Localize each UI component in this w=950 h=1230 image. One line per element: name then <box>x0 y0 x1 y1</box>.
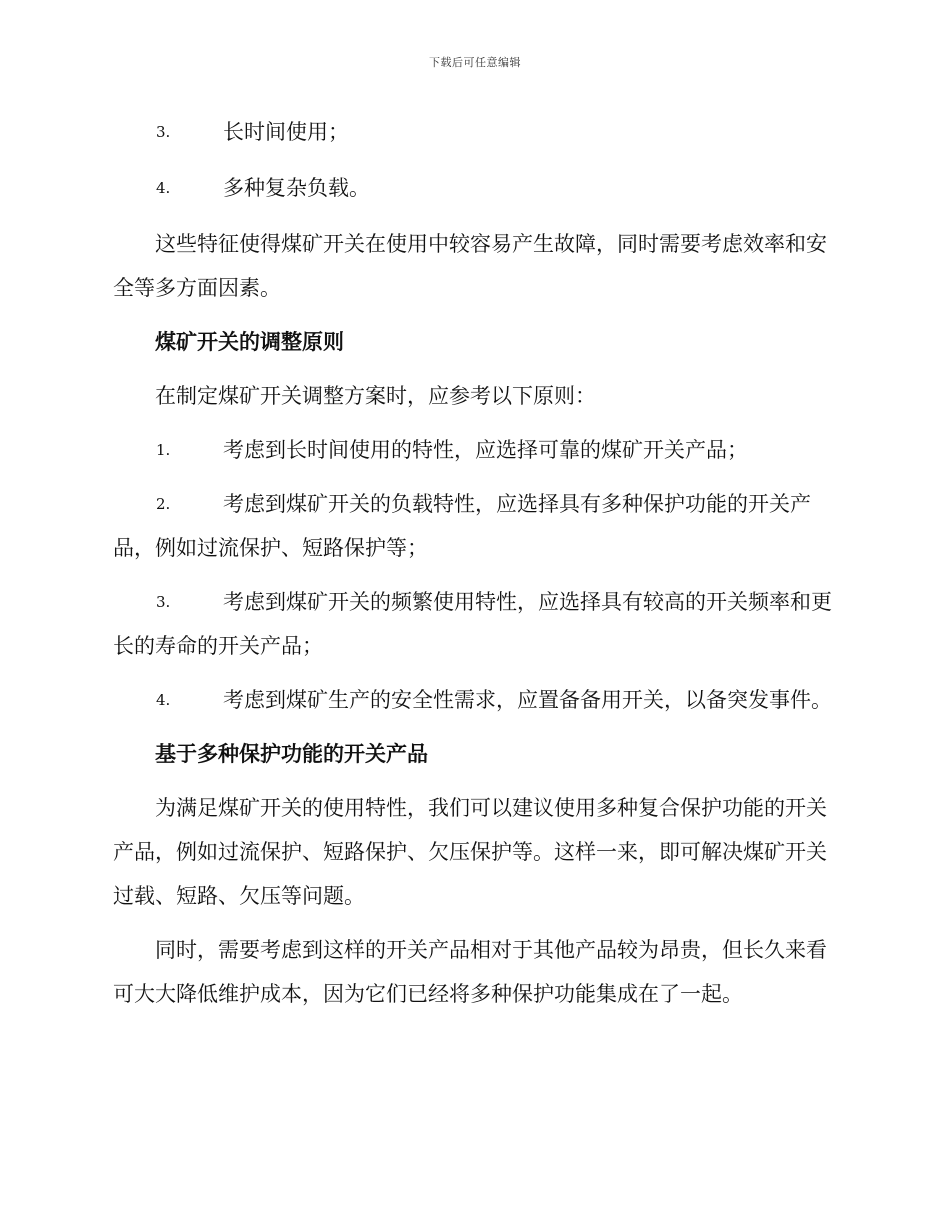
list-number: 3. <box>156 593 171 611</box>
list-number: 2. <box>156 495 171 513</box>
list-item <box>113 428 835 472</box>
section-heading: 煤矿开关的调整原则 <box>155 329 344 354</box>
list-item <box>113 110 835 154</box>
list-item <box>113 166 835 210</box>
list-item <box>113 482 835 570</box>
list-item-text: 考虑到煤矿开关的频繁使用特性，应选择具有较高的开关频率和更长的寿命的开关产品； <box>113 590 832 658</box>
paragraph: 同时，需要考虑到这样的开关产品相对于其他产品较为昂贵，但长久来看可大大降低维护成本，因为它们已经将多种保护功能集成在了一起。 <box>113 938 827 1006</box>
list-number: 4. <box>156 691 171 709</box>
paragraph: 这些特征使得煤矿开关在使用中较容易产生故障，同时需要考虑效率和安全等多方面因素。 <box>113 232 827 300</box>
list-item <box>113 580 835 668</box>
list-item <box>113 678 835 722</box>
list-item-text: 长时间使用； <box>223 120 349 144</box>
list-item-text: 考虑到煤矿生产的安全性需求，应置备备用开关，以备突发事件。 <box>223 688 832 712</box>
list-item-text: 多种复杂负载。 <box>223 176 370 200</box>
list-number: 4. <box>156 179 171 197</box>
page-header: 下载后可任意编辑 <box>429 56 521 69</box>
list-item-text: 考虑到长时间使用的特性，应选择可靠的煤矿开关产品； <box>223 438 748 462</box>
list-number: 3. <box>156 123 171 141</box>
paragraph: 为满足煤矿开关的使用特性，我们可以建议使用多种复合保护功能的开关产品，例如过流保护、短路保护、欠压保护等。这样一来，即可解决煤矿开关过载、短路、欠压等问题。 <box>113 796 827 908</box>
list-number: 1. <box>156 441 171 459</box>
list-item-text: 考虑到煤矿开关的负载特性，应选择具有多种保护功能的开关产品，例如过流保护、短路保护等； <box>113 492 811 560</box>
paragraph: 在制定煤矿开关调整方案时，应参考以下原则： <box>155 384 596 408</box>
document-body <box>113 110 835 1026</box>
section-heading: 基于多种保护功能的开关产品 <box>155 741 428 766</box>
